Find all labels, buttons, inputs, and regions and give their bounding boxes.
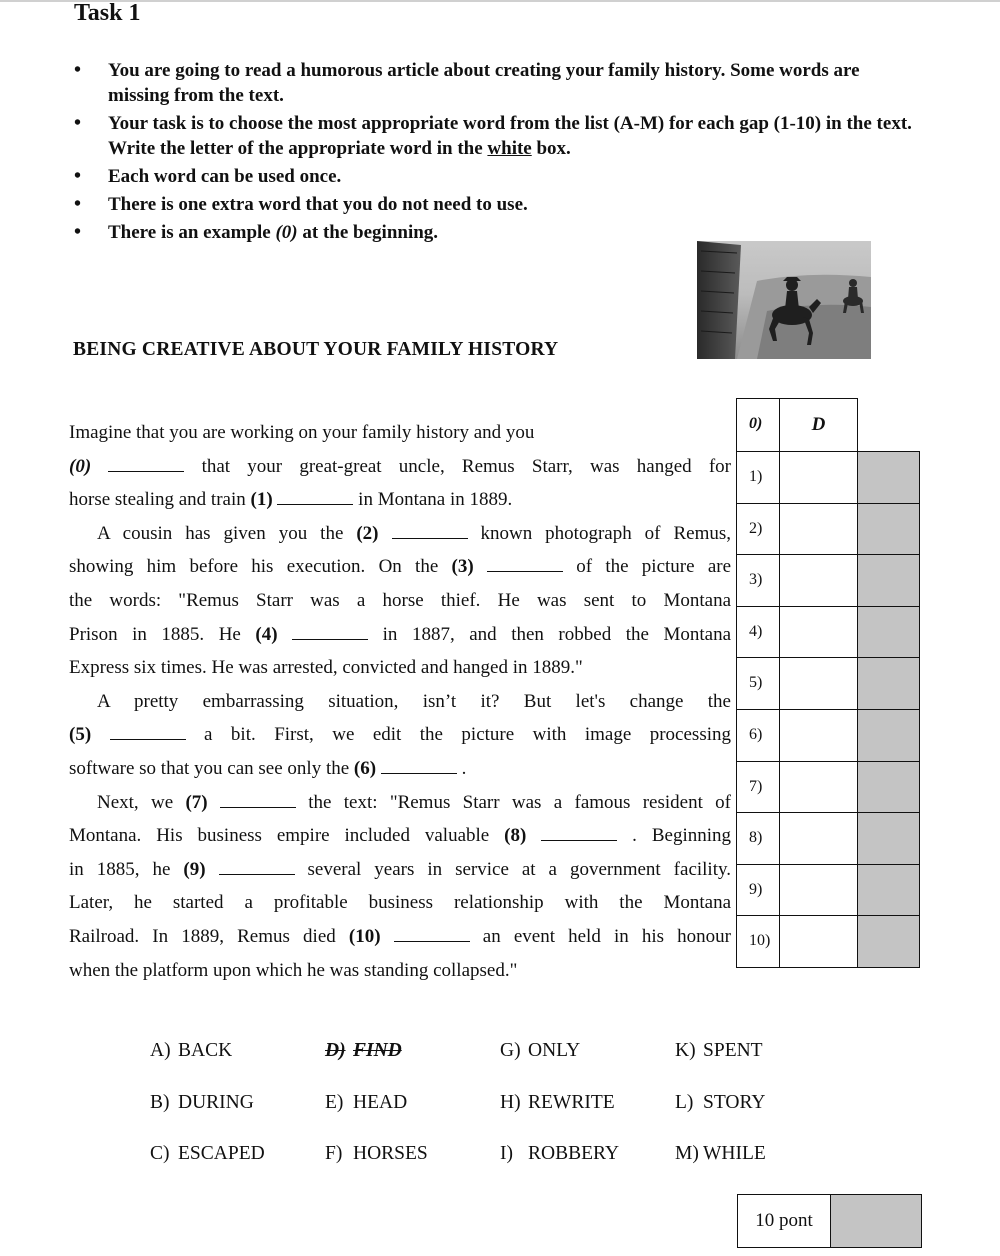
gap-blank bbox=[292, 619, 368, 640]
answer-box[interactable] bbox=[780, 452, 858, 504]
score-input-box[interactable] bbox=[831, 1195, 922, 1248]
score-cell bbox=[858, 503, 920, 555]
word-option: K) SPENT bbox=[675, 1040, 763, 1061]
article-line: software so that you can see only the (6) . bbox=[69, 752, 731, 786]
article-line: Railroad. In 1889, Remus died (10) an event held in his honour bbox=[69, 920, 731, 954]
score-cell bbox=[858, 813, 920, 865]
historical-photo bbox=[697, 241, 871, 359]
score-cell bbox=[858, 555, 920, 607]
gap-blank bbox=[392, 518, 468, 539]
article-line: A pretty embarrassing situation, isn’t it? But let's change the bbox=[97, 690, 731, 712]
instruction-item: • There is an example (0) at the beginning. bbox=[74, 220, 920, 245]
article-line: Later, he started a profitable business relationship with the Montana bbox=[69, 892, 731, 914]
score-cell bbox=[858, 916, 920, 968]
answer-row bbox=[737, 452, 920, 504]
gap-blank bbox=[277, 484, 353, 505]
answer-box[interactable] bbox=[780, 606, 858, 658]
answer-number: 9) bbox=[737, 864, 780, 916]
instruction-item: • There is one extra word that you do not need to use. bbox=[74, 192, 920, 217]
article-line: when the platform upon which he was standing collapsed." bbox=[69, 959, 518, 981]
answer-box[interactable] bbox=[780, 813, 858, 865]
article-line: A cousin has given you the (2) known photograph of Remus, bbox=[69, 517, 731, 551]
gap-blank bbox=[541, 820, 617, 841]
article-line: (5) a bit. First, we edit the picture with image processing bbox=[69, 718, 731, 752]
gap-blank bbox=[220, 787, 296, 808]
answer-row bbox=[737, 813, 920, 865]
answer-row bbox=[737, 503, 920, 555]
answer-box[interactable] bbox=[780, 916, 858, 968]
answer-box[interactable] bbox=[780, 555, 858, 607]
gap-blank bbox=[381, 753, 457, 774]
answer-number: 3) bbox=[737, 555, 780, 607]
word-option: I) ROBBERY bbox=[500, 1143, 620, 1164]
answer-number: 0) bbox=[737, 399, 780, 452]
word-option: E) HEAD bbox=[325, 1092, 408, 1113]
answer-grid bbox=[736, 398, 920, 968]
score-cell bbox=[858, 864, 920, 916]
score-cell bbox=[858, 606, 920, 658]
score-label: 10 pont bbox=[738, 1195, 831, 1248]
gap-blank bbox=[108, 451, 184, 472]
article-line: (0) that your great-great uncle, Remus Starr, was hanged for bbox=[69, 450, 731, 484]
answer-box[interactable] bbox=[780, 761, 858, 813]
article-line: horse stealing and train (1) in Montana in 1889. bbox=[69, 483, 731, 517]
answer-box[interactable] bbox=[780, 864, 858, 916]
article-title: BEING CREATIVE ABOUT YOUR FAMILY HISTORY bbox=[73, 339, 559, 360]
gap-blank bbox=[110, 719, 186, 740]
answer-row bbox=[737, 916, 920, 968]
answer-number: 10) bbox=[737, 916, 780, 968]
answer-number: 6) bbox=[737, 709, 780, 761]
word-option: D) FIND bbox=[325, 1040, 402, 1061]
word-option: B) DURING bbox=[150, 1092, 254, 1113]
answer-box[interactable] bbox=[780, 658, 858, 710]
score-cell bbox=[858, 658, 920, 710]
instruction-item: • Your task is to choose the most appropriate word from the list (A-M) for each gap (1-10) in the text. Write the letter of the appropriate word in the white box. bbox=[74, 111, 920, 161]
score-cell bbox=[858, 709, 920, 761]
article-line: the words: "Remus Starr was a horse thief. He was sent to Montana bbox=[69, 589, 731, 611]
word-option: H) REWRITE bbox=[500, 1092, 615, 1113]
article-line: in 1885, he (9) several years in service at a government facility. bbox=[69, 853, 731, 887]
instruction-item: • Each word can be used once. bbox=[74, 164, 920, 189]
answer-row bbox=[737, 709, 920, 761]
article-line: Montana. His business empire included valuable (8) . Beginning bbox=[69, 819, 731, 853]
article-text bbox=[69, 416, 731, 987]
gap-blank bbox=[219, 854, 295, 875]
article-line: showing him before his execution. On the (3) of the picture are bbox=[69, 550, 731, 584]
word-option: A) BACK bbox=[150, 1040, 233, 1061]
instructions-list bbox=[74, 58, 920, 248]
answer-number: 7) bbox=[737, 761, 780, 813]
top-rule bbox=[0, 0, 1000, 2]
word-option: M) WHILE bbox=[675, 1143, 766, 1164]
article-line: Express six times. He was arrested, convicted and hanged in 1889." bbox=[69, 657, 583, 679]
word-option: G) ONLY bbox=[500, 1040, 581, 1061]
answer-row bbox=[737, 606, 920, 658]
instruction-item: • You are going to read a humorous article about creating your family history. Some words are missing from the text. bbox=[74, 58, 920, 108]
empty-cell bbox=[858, 399, 920, 452]
gap-blank bbox=[394, 921, 470, 942]
answer-number: 4) bbox=[737, 606, 780, 658]
article-line: Prison in 1885. He (4) in 1887, and then robbed the Montana bbox=[69, 618, 731, 652]
answer-box[interactable] bbox=[780, 709, 858, 761]
answer-row bbox=[737, 658, 920, 710]
score-cell bbox=[858, 761, 920, 813]
word-option: C) ESCAPED bbox=[150, 1143, 265, 1164]
answer-row bbox=[737, 761, 920, 813]
article-line: Imagine that you are working on your family history and you bbox=[69, 422, 535, 443]
article-line: Next, we (7) the text: "Remus Starr was a famous resident of bbox=[69, 786, 731, 820]
answer-number: 2) bbox=[737, 503, 780, 555]
task-title: Task 1 bbox=[74, 0, 141, 26]
answer-row bbox=[737, 399, 920, 452]
score-cell bbox=[858, 452, 920, 504]
answer-number: 5) bbox=[737, 658, 780, 710]
answer-box[interactable] bbox=[780, 503, 858, 555]
word-option: F) HORSES bbox=[325, 1143, 428, 1164]
answer-number: 8) bbox=[737, 813, 780, 865]
gap-blank bbox=[487, 551, 563, 572]
answer-row bbox=[737, 555, 920, 607]
word-option: L) STORY bbox=[675, 1092, 766, 1113]
answer-row bbox=[737, 864, 920, 916]
answer-box: D bbox=[780, 399, 858, 452]
score-box bbox=[737, 1194, 922, 1248]
answer-number: 1) bbox=[737, 452, 780, 504]
